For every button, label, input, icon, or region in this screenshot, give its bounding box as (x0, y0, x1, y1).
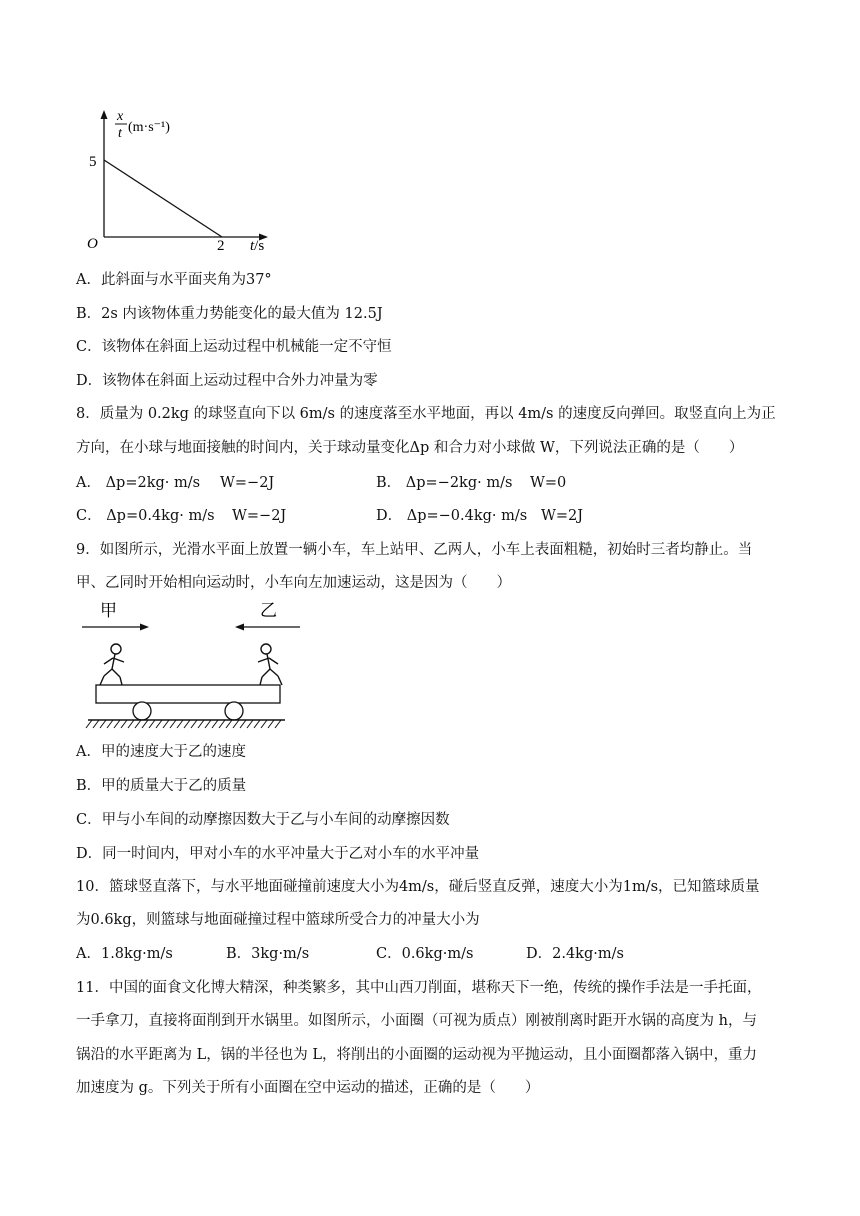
ground-hatch-stroke (93, 720, 99, 728)
cart-body (96, 685, 280, 703)
q9-option-d: D．同一时间内，甲对小车的水平冲量大于乙对小车的水平冲量 (76, 846, 480, 862)
q10-stem-line-1: 10．篮球竖直落下，与水平地面碰撞前速度大小为4m/s，碰后竖直反弹，速度大小为1m/s，已知篮球质量 (76, 879, 760, 895)
ground-hatch-stroke (135, 720, 141, 728)
ground-hatch-stroke (170, 720, 176, 728)
ground-hatch (86, 720, 281, 728)
graph-svg (80, 104, 280, 254)
ground-hatch-stroke (275, 720, 281, 728)
q7-option-d: D．该物体在斜面上运动过程中合外力冲量为零 (76, 373, 378, 389)
arrow-left-head (235, 624, 244, 631)
ground-hatch-stroke (184, 720, 190, 728)
q7-option-a: A．此斜面与水平面夹角为37° (76, 272, 272, 288)
q8-option-a-w: W=−2J (220, 475, 275, 491)
q8-option-c-w: W=−2J (232, 508, 287, 524)
q8-option-a-dp: A． Δp=2kg· m/s (76, 475, 201, 491)
cart-svg (80, 596, 320, 734)
origin-label: O (87, 236, 98, 252)
y-axis-arrow (101, 110, 108, 119)
ground-hatch-stroke (198, 720, 204, 728)
ground-hatch-stroke (226, 720, 232, 728)
q9-stem-line-1: 9．如图所示，光滑水平面上放置一辆小车，车上站甲、乙两人，小车上表面粗糙，初始时三者均静止。当 (76, 542, 753, 558)
ground-hatch-stroke (191, 720, 197, 728)
ground-hatch-stroke (212, 720, 218, 728)
cart-wheel-right (225, 702, 243, 720)
ground-hatch-stroke (240, 720, 246, 728)
ground-hatch-stroke (107, 720, 113, 728)
ground-hatch-stroke (247, 720, 253, 728)
q9-option-c: C．甲与小车间的动摩擦因数大于乙与小车间的动摩擦因数 (76, 812, 450, 828)
q10-stem-line-2: 为0.6kg，则篮球与地面碰撞过程中篮球所受合力的冲量大小为 (76, 912, 480, 928)
ground-hatch-stroke (163, 720, 169, 728)
ground-hatch-stroke (254, 720, 260, 728)
ground-hatch-stroke (100, 720, 106, 728)
q11-stem-line-1: 11．中国的面食文化博大精深，种类繁多，其中山西刀削面，堪称天下一绝，传统的操作手法是一手托面， (76, 980, 762, 996)
xt-over-t-graph (80, 104, 280, 254)
x-label (250, 238, 264, 254)
y-tick-label: 5 (89, 154, 97, 170)
q8-option-c-dp: C． Δp=0.4kg· m/s (76, 508, 215, 524)
q11-stem-line-4: 加速度为 g。下列关于所有小面圈在空中运动的描述，正确的是（ ） (76, 1080, 540, 1096)
q8-option-d-w: W=2J (541, 508, 584, 524)
ground-hatch-stroke (149, 720, 155, 728)
ground-hatch-stroke (128, 720, 134, 728)
ground-hatch-stroke (268, 720, 274, 728)
q8-stem-line-1: 8．质量为 0.2kg 的球竖直向下以 6m/s 的速度落至水平地面，再以 4m/s 的速度反向弹回。取竖直向上为正 (76, 406, 776, 422)
q10-option-c: C．0.6kg·m/s (376, 946, 474, 962)
q8-option-d-dp: D． Δp=−0.4kg· m/s (376, 508, 528, 524)
ground-hatch-stroke (205, 720, 211, 728)
q9-option-a: A．甲的速度大于乙的速度 (76, 744, 246, 760)
ground-hatch-stroke (114, 720, 120, 728)
q8-option-b-w: W=0 (530, 475, 567, 491)
q8-stem-line-2: 方向，在小球与地面接触的时间内，关于球动量变化Δp 和合力对小球做 W，下列说法正确的是（ ） (76, 440, 744, 456)
q9-stem-line-2: 甲、乙同时开始相向运动时，小车向左加速运动，这是因为（ ） (76, 575, 511, 591)
ground-hatch-stroke (86, 720, 92, 728)
cart-figure (80, 596, 320, 734)
person-yi-figure (258, 644, 282, 685)
ground-hatch-stroke (219, 720, 225, 728)
person-jia-figure (100, 644, 124, 685)
ground-hatch-stroke (156, 720, 162, 728)
q10-option-d: D．2.4kg·m/s (526, 946, 624, 962)
q10-option-b: B．3kg·m/s (226, 946, 310, 962)
q8-option-b-dp: B． Δp=−2kg· m/s (376, 475, 513, 491)
y-label-unit: (m·s⁻¹) (128, 120, 170, 135)
x-label-unit: /s (254, 238, 265, 254)
q7-option-c: C．该物体在斜面上运动过程中机械能一定不守恒 (76, 339, 392, 355)
q11-stem-line-2: 一手拿刀，直接将面削到开水锅里。如图所示，小面圈（可视为质点）刚被削离时距开水锅的高度为 h，与 (76, 1013, 757, 1029)
ground-hatch-stroke (142, 720, 148, 728)
arrow-right-head (140, 624, 149, 631)
person-jia-label: 甲 (100, 601, 117, 620)
ground-hatch-stroke (177, 720, 183, 728)
ground-hatch-stroke (121, 720, 127, 728)
ground-hatch-stroke (233, 720, 239, 728)
q11-stem-line-3: 锅沿的水平距离为 L，锅的半径也为 L，将削出的小面圈的运动视为平抛运动，且小面圈都落入锅中，重力 (76, 1047, 757, 1063)
x-label-var: t (250, 238, 255, 254)
q7-option-b: B．2s 内该物体重力势能变化的最大值为 12.5J (76, 306, 383, 322)
q9-option-b: B．甲的质量大于乙的质量 (76, 778, 247, 794)
ground-hatch-stroke (261, 720, 267, 728)
y-label-denominator: t (118, 126, 122, 141)
y-label-numerator: x (117, 109, 124, 124)
x-tick-label: 2 (217, 238, 225, 254)
cart-wheel-left (133, 702, 151, 720)
data-line (104, 160, 222, 237)
q10-option-a: A．1.8kg·m/s (76, 946, 173, 962)
person-yi-label: 乙 (260, 601, 277, 620)
